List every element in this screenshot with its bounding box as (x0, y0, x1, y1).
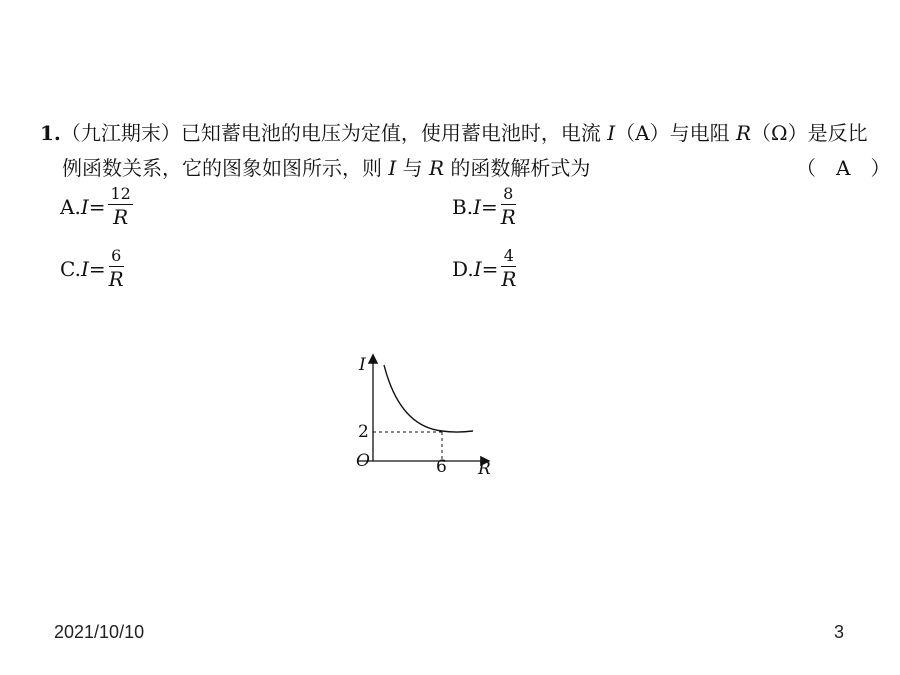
unit-ohm: （Ω） (751, 121, 808, 145)
fraction-numerator: 12 (110, 184, 131, 203)
fraction (108, 186, 132, 227)
question-text-with: 与电阻 (669, 121, 736, 145)
hyperbola-curve (384, 365, 473, 432)
choice-label: A. (60, 194, 81, 219)
question-line-2 (62, 152, 590, 181)
fraction (501, 186, 516, 227)
choice-c (60, 248, 124, 289)
question-text-1: 已知蓄电池的电压为定值，使用蓄电池时，电流 (180, 121, 608, 145)
choice-lhs: I (473, 194, 481, 219)
fraction-numerator: 4 (503, 246, 514, 265)
slide-date: 2021/10/10 (54, 622, 145, 642)
choice-b (452, 186, 516, 227)
y-axis-label: I (359, 355, 366, 375)
var-i-2: I (388, 156, 397, 180)
question-text-2: 例函数关系，它的图象如图所示，则 (62, 156, 389, 180)
fraction-denominator: R (108, 267, 124, 291)
fraction (501, 248, 516, 289)
var-r-2: R (428, 156, 445, 180)
choice-equals: = (481, 256, 499, 281)
choice-lhs: I (80, 256, 89, 281)
fraction-numerator: 8 (503, 184, 514, 203)
choice-lhs: I (80, 194, 89, 219)
question-line-1 (40, 117, 868, 146)
var-i: I (607, 121, 616, 145)
question-source: （九江期末） (60, 121, 181, 145)
choice-d (452, 248, 516, 289)
x-axis-label: R (478, 459, 491, 478)
x-tick-label: 6 (436, 457, 447, 477)
fraction (109, 248, 124, 289)
choice-label: C. (60, 256, 81, 281)
question-number: 1. (40, 121, 61, 145)
fraction-denominator: R (501, 267, 517, 291)
var-r: R (735, 121, 752, 145)
question-text-and: 与 (396, 156, 429, 180)
choice-lhs: I (473, 256, 482, 281)
fraction-denominator: R (500, 205, 516, 229)
unit-ampere: （A） (615, 121, 670, 145)
choice-label: D. (452, 256, 474, 281)
choice-label: B. (452, 194, 474, 219)
inverse-proportion-graph (340, 348, 510, 478)
origin-label: O (356, 451, 370, 471)
fraction-numerator: 6 (111, 246, 122, 265)
question-text-1-end: 是反比 (807, 121, 868, 145)
question-text-2-end: 的函数解析式为 (444, 156, 591, 180)
slide-page-number: 3 (834, 622, 845, 642)
choice-a (60, 186, 133, 227)
choice-equals: = (480, 194, 498, 219)
choice-equals: = (88, 194, 106, 219)
fraction-denominator: R (113, 205, 129, 229)
y-tick-label: 2 (358, 422, 369, 442)
choice-equals: = (88, 256, 106, 281)
answer-bracket: （ A ） (796, 156, 891, 180)
